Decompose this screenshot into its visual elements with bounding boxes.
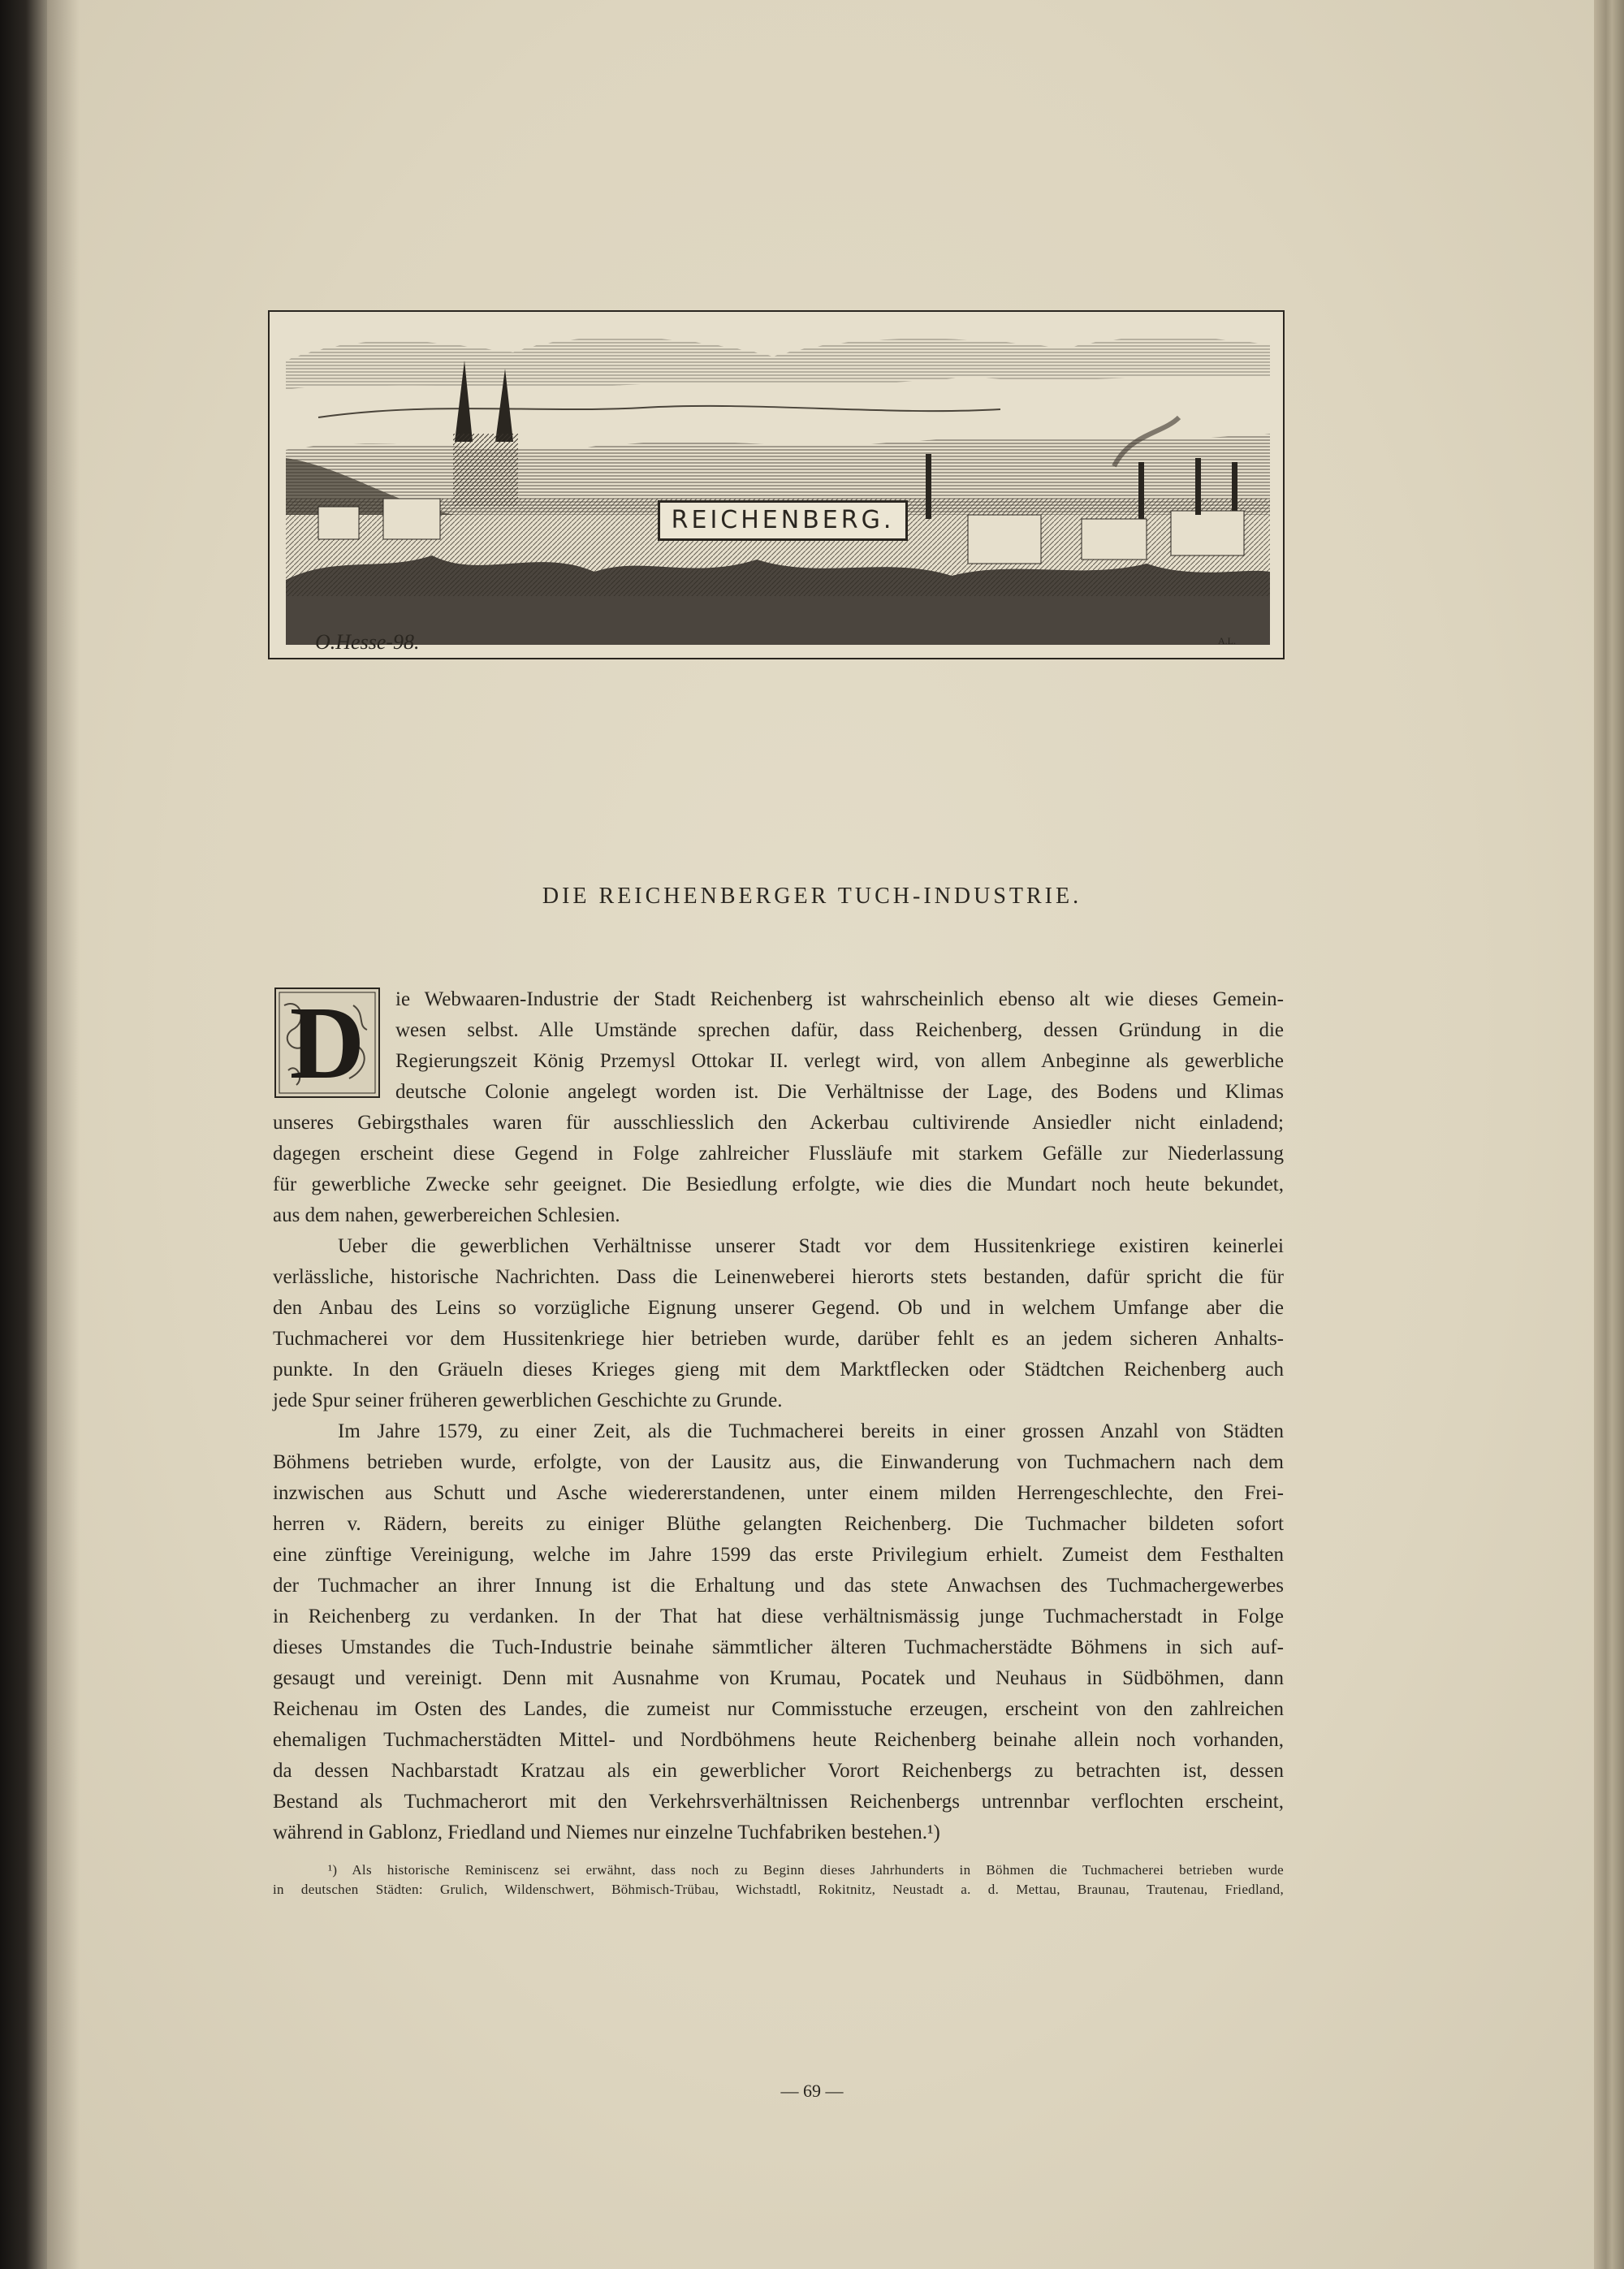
text-line: eine zünftige Vereinigung, welche im Jahre 1599 das erste Privilegium erhielt. Zumeist dem Festhalten	[273, 1544, 1284, 1566]
text-line: für gewerbliche Zwecke sehr geeignet. Die Besiedlung erfolgte, wie dies die Mundart noch heute bekundet,	[273, 1173, 1284, 1195]
text-line: Bestand als Tuchmacherort mit den Verkehrsverhältnissen Reichenbergs untrennbar verflochten erscheint,	[273, 1791, 1284, 1813]
text-line: inzwischen aus Schutt und Asche wiedererstandenen, unter einem milden Herrengeschlechte, den Frei-	[273, 1482, 1284, 1504]
illustration-caption: REICHENBERG.	[658, 500, 908, 541]
footnote-line: ¹) Als historische Reminiscenz sei erwähnt, dass noch zu Beginn dieses Jahrhunderts in Böhmen die Tuchmacherei betrieben wurde	[328, 1862, 1284, 1878]
dropcap-letter: D	[289, 985, 365, 1100]
engraver-mark: A.L.	[1218, 635, 1236, 646]
text-line: Reichenau im Osten des Landes, die zumeist nur Commisstuche erzeugen, erscheint von den zahlreichen	[273, 1698, 1284, 1720]
footnote-line: in deutschen Städten: Grulich, Wildenschwert, Böhmisch-Trübau, Wichstadtl, Rokitnitz, Neustadt a. d. Mettau, Braunau, Trautenau, Friedland,	[273, 1882, 1284, 1897]
text-line: Tuchmacherei vor dem Hussitenkriege hier betrieben wurde, darüber fehlt es an jedem sicheren Anhalts-	[273, 1328, 1284, 1350]
page-title: DIE REICHENBERGER TUCH-INDUSTRIE.	[542, 884, 1082, 909]
text-line: da dessen Nachbarstadt Kratzau als ein gewerblicher Vorort Reichenbergs zu betrachten ist, dessen	[273, 1760, 1284, 1782]
text-line: Ueber die gewerblichen Verhältnisse unserer Stadt vor dem Hussitenkriege existiren keinerlei	[338, 1235, 1284, 1257]
artist-signature: O.Hesse-98.	[315, 630, 420, 654]
book-binding	[0, 0, 47, 2269]
text-line: der Tuchmacher an ihrer Innung ist die Erhaltung und das stete Anwachsen des Tuchmachergewerbes	[273, 1575, 1284, 1597]
text-line: Regierungszeit König Przemysl Ottokar II. verlegt wird, von allem Anbeginne als gewerbliche	[395, 1050, 1284, 1072]
text-line: den Anbau des Leins so vorzügliche Eignung unserer Gegend. Ob und in welchem Umfange aber die	[273, 1297, 1284, 1319]
text-line: in Reichenberg zu verdanken. In der That hat diese verhältnismässig junge Tuchmacherstadt in Folge	[273, 1606, 1284, 1627]
dropcap-initial	[274, 985, 380, 1100]
gutter-shadow	[47, 0, 80, 2269]
text-line: verlässliche, historische Nachrichten. Dass die Leinenweberei hierorts stets bestanden, dafür spricht die für	[273, 1266, 1284, 1288]
town-engraving	[270, 312, 1285, 659]
page-edges	[1594, 0, 1624, 2269]
page-number: — 69 —	[780, 2081, 844, 2101]
text-line: aus dem nahen, gewerbereichen Schlesien.	[273, 1204, 620, 1226]
text-line: dagegen erscheint diese Gegend in Folge zahlreicher Flussläufe mit starkem Gefälle zur Niederlassung	[273, 1143, 1284, 1165]
text-line: punkte. In den Gräueln dieses Krieges gieng mit dem Marktflecken oder Städtchen Reichenberg auch	[273, 1359, 1284, 1381]
text-line: ie Webwaaren-Industrie der Stadt Reichenberg ist wahrscheinlich ebenso alt wie dieses Gemein-	[395, 988, 1284, 1010]
text-line: gesaugt und vereinigt. Denn mit Ausnahme von Krumau, Pocatek und Neuhaus in Südböhmen, dann	[273, 1667, 1284, 1689]
text-line: dieses Umstandes die Tuch-Industrie beinahe sämmtlicher älteren Tuchmacherstädte Böhmens in sich auf-	[273, 1636, 1284, 1658]
text-line: ehemaligen Tuchmacherstädten Mittel- und Nordböhmens heute Reichenberg beinahe allein noch vorhanden,	[273, 1729, 1284, 1751]
text-line: herren v. Rädern, bereits zu einiger Blüthe gelangten Reichenberg. Die Tuchmacher bildeten sofort	[273, 1513, 1284, 1535]
text-line: Im Jahre 1579, zu einer Zeit, als die Tuchmacherei bereits in einer grossen Anzahl von Städten	[338, 1420, 1284, 1442]
text-line: wesen selbst. Alle Umstände sprechen dafür, dass Reichenberg, dessen Gründung in die	[395, 1019, 1284, 1041]
text-line: deutsche Colonie angelegt worden ist. Die Verhältnisse der Lage, des Bodens und Klimas	[395, 1081, 1284, 1103]
reichenberg-illustration	[268, 310, 1285, 659]
text-line: unseres Gebirgsthales waren für ausschliesslich den Ackerbau cultivirende Ansiedler nicht einladend;	[273, 1112, 1284, 1134]
text-line: Böhmens betrieben wurde, erfolgte, von der Lausitz aus, die Einwanderung von Tuchmachern nach dem	[273, 1451, 1284, 1473]
text-line: jede Spur seiner früheren gewerblichen Geschichte zu Grunde.	[273, 1389, 783, 1411]
text-line: während in Gablonz, Friedland und Niemes nur einzelne Tuchfabriken bestehen.¹)	[273, 1822, 940, 1843]
